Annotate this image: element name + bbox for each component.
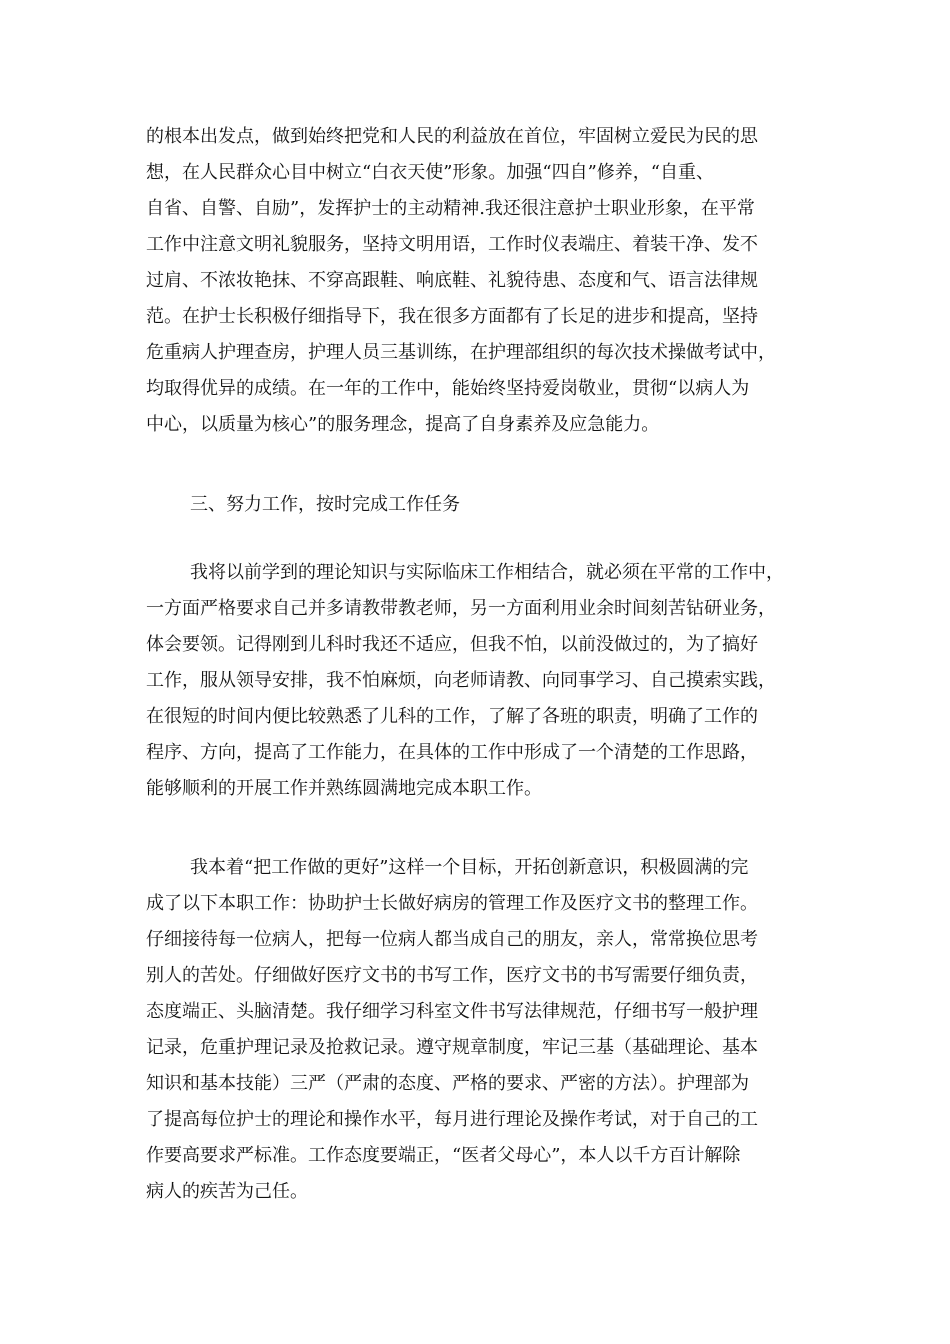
paragraph-line: 范。在护士长积极仔细指导下，我在很多方面都有了长足的进步和提高，坚持 [146,306,758,327]
paragraph-line: 作要高要求严标准。工作态度要端正，“医者父母心”，本人以千方百计解除 [146,1145,741,1166]
paragraph-line: 态度端正、头脑清楚。我仔细学习科室文件书写法律规范，仔细书写一般护理 [146,1001,758,1022]
section-heading [146,487,826,523]
paragraph-line: 危重病人护理查房，护理人员三基训练，在护理部组织的每次技术操做考试中， [146,342,776,363]
paragraph-line: 病人的疾苦为己任。 [146,1181,308,1202]
paragraph-line: 的根本出发点，做到始终把党和人民的利益放在首位，牢固树立爱民为民的思 [146,126,758,147]
paragraph-line: 能够顺利的开展工作并熟练圆满地完成本职工作。 [146,778,542,799]
paragraph-4 [146,850,826,1210]
paragraph-line: 工作，服从领导安排，我不怕麻烦，向老师请教、向同事学习、自己摸索实践， [146,670,776,691]
paragraph-line: 自省、自警、自励”，发挥护士的主动精神.我还很注意护士职业形象，在平常 [146,198,755,219]
paragraph-line: 过肩、不浓妆艳抹、不穿高跟鞋、响底鞋、礼貌待患、态度和气、语言法律规 [146,270,758,291]
paragraph-3 [146,555,826,807]
paragraph-line: 想，在人民群众心目中树立“白衣天使”形象。加强“四自”修养，“自重、 [146,162,715,183]
paragraph-line: 中心，以质量为核心”的服务理念，提高了自身素养及应急能力。 [146,414,660,435]
paragraph-line: 知识和基本技能）三严（严肃的态度、严格的要求、严密的方法）。护理部为 [146,1073,749,1094]
paragraph-1 [146,119,826,443]
paragraph-line: 一方面严格要求自己并多请教带教老师，另一方面利用业余时间刻苦钻研业务， [146,598,776,619]
paragraph-line: 了提高每位护士的理论和操作水平，每月进行理论及操作考试，对于自己的工 [146,1109,758,1130]
paragraph-line: 我本着“把工作做的更好”这样一个目标，开拓创新意识，积极圆满的完 [190,857,749,878]
paragraph-line: 记录，危重护理记录及抢救记录。遵守规章制度，牢记三基（基础理论、基本 [146,1037,758,1058]
section-heading-text: 三、努力工作，按时完成工作任务 [190,494,460,515]
paragraph-line: 在很短的时间内便比较熟悉了儿科的工作，了解了各班的职责，明确了工作的 [146,706,758,727]
paragraph-line: 成了以下本职工作：协助护士长做好病房的管理工作及医疗文书的整理工作。 [146,893,758,914]
paragraph-line: 别人的苦处。仔细做好医疗文书的书写工作，医疗文书的书写需要仔细负责， [146,965,758,986]
paragraph-line: 均取得优异的成绩。在一年的工作中，能始终坚持爱岗敬业，贯彻“以病人为 [146,378,750,399]
paragraph-line: 工作中注意文明礼貌服务，坚持文明用语，工作时仪表端庄、着装干净、发不 [146,234,758,255]
paragraph-line: 体会要领。记得刚到儿科时我还不适应，但我不怕，以前没做过的，为了搞好 [146,634,758,655]
paragraph-line: 仔细接待每一位病人，把每一位病人都当成自己的朋友，亲人，常常换位思考 [146,929,758,950]
paragraph-line: 程序、方向，提高了工作能力，在具体的工作中形成了一个清楚的工作思路， [146,742,758,763]
paragraph-line: 我将以前学到的理论知识与实际临床工作相结合，就必须在平常的工作中， [190,562,784,583]
